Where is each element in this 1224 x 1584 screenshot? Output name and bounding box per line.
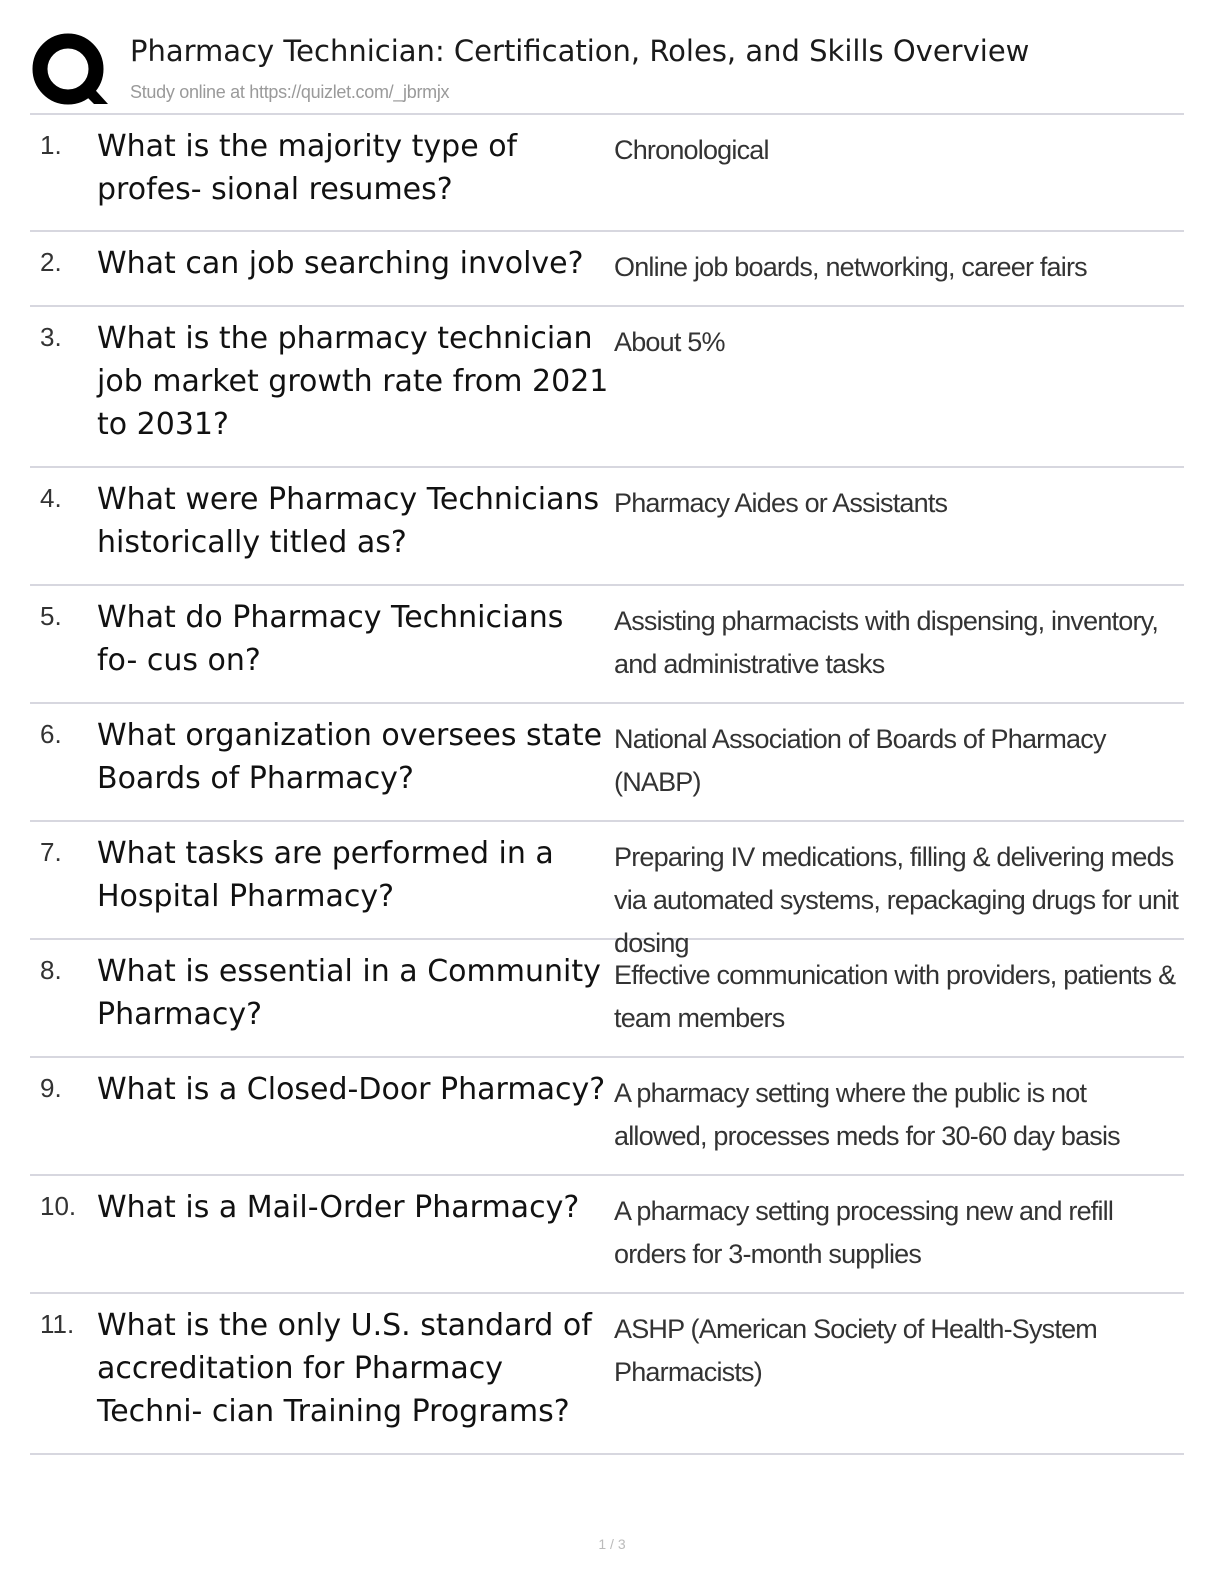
page-number: 1 / 3 [598,1536,626,1552]
card-number: 10. [40,1191,77,1221]
card-definition: Pharmacy Aides or Assistants [614,488,948,518]
study-link[interactable]: Study online at https://quizlet.com/_jbrmjx [130,82,450,102]
card-number: 5. [40,601,62,631]
card-definition: ASHP (American Society of Health-System Pharmacists) [614,1314,1097,1387]
card-definition: Effective communication with providers, patients & team members [614,960,1176,1033]
flashcard-row [30,586,1184,704]
card-definition: Preparing IV medications, filling & delivering meds via automated systems, repackaging drugs for unit dosing [614,842,1179,958]
card-term: What tasks are performed in a Hospital Pharmacy? [97,836,554,914]
card-term: What were Pharmacy Technicians historically titled as? [97,482,600,560]
flashcard-row [30,115,1184,232]
card-term: What is the majority type of profes- sional resumes? [97,129,518,207]
flashcard-row [30,704,1184,822]
card-number: 6. [40,719,62,749]
flashcard-row [30,232,1184,307]
card-number: 11. [40,1309,75,1339]
flashcard-row [30,1058,1184,1176]
card-number: 4. [40,483,62,513]
quizlet-q-logo-icon [32,32,108,108]
card-definition: National Association of Boards of Pharmacy (NABP) [614,724,1106,797]
card-term: What is essential in a Community Pharmacy? [97,954,601,1032]
card-term: What is a Closed-Door Pharmacy? [97,1072,606,1107]
card-term: What is the only U.S. standard of accreditation for Pharmacy Techni- cian Training Programs? [97,1308,592,1429]
card-definition: Assisting pharmacists with dispensing, inventory, and administrative tasks [614,606,1159,679]
card-term: What organization oversees state Boards of Pharmacy? [97,718,603,796]
flashcard-row [30,1294,1184,1455]
flashcard-row [30,1176,1184,1294]
card-number: 9. [40,1073,62,1103]
flashcard-row [30,307,1184,468]
card-definition: A pharmacy setting processing new and refill orders for 3-month supplies [614,1196,1114,1269]
card-term: What is the pharmacy technician job market growth rate from 2021 to 2031? [97,321,609,442]
card-definition: Online job boards, networking, career fairs [614,252,1087,282]
flashcard-list [30,115,1184,1455]
card-definition: A pharmacy setting where the public is not allowed, processes meds for 30-60 day basis [614,1078,1120,1151]
card-term: What do Pharmacy Technicians fo- cus on? [97,600,564,678]
card-number: 2. [40,247,62,277]
card-number: 8. [40,955,62,985]
card-number: 1. [40,130,62,160]
page-title: Pharmacy Technician: Certification, Roles, and Skills Overview [130,34,1030,68]
card-definition: Chronological [614,135,769,165]
flashcard-row [30,468,1184,586]
card-definition: About 5% [614,327,725,357]
page-header [30,28,1184,114]
flashcard-row [30,940,1184,1058]
flashcard-row [30,822,1184,958]
card-number: 3. [40,322,62,352]
card-term: What is a Mail-Order Pharmacy? [97,1190,580,1225]
card-term: What can job searching involve? [97,246,584,281]
card-number: 7. [40,837,62,867]
